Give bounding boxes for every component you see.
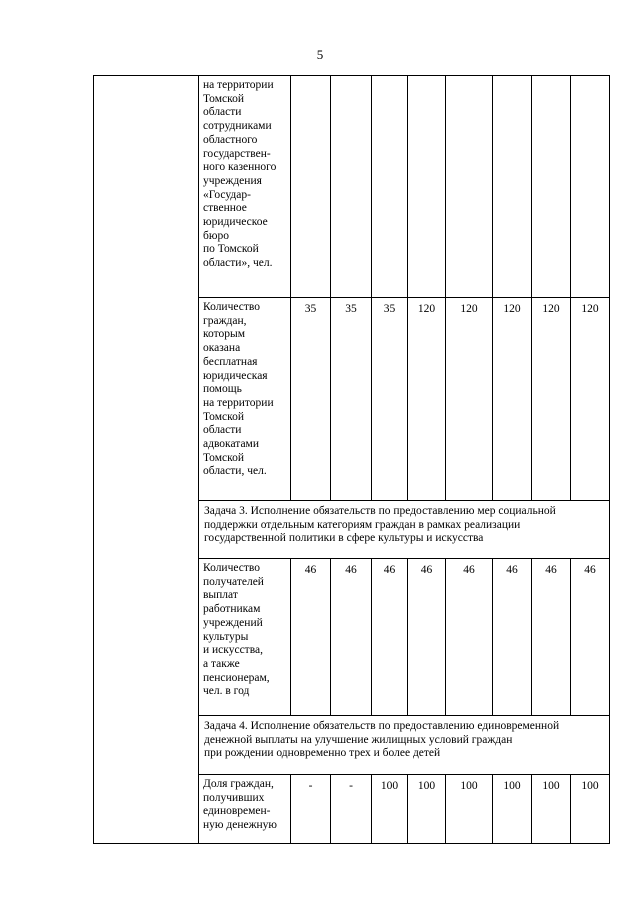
label-line: области bbox=[203, 106, 242, 119]
table-row bbox=[94, 76, 610, 298]
label-line: получивших bbox=[203, 791, 265, 804]
value-cell bbox=[331, 76, 372, 298]
value-cell: 100 bbox=[372, 775, 408, 844]
value-cell: 46 bbox=[408, 559, 446, 716]
indicators-table bbox=[93, 75, 610, 844]
label-line: Количество bbox=[203, 301, 260, 313]
task-line: Задача 3. Исполнение обязательств по предоставлению мер социальной bbox=[204, 505, 556, 517]
indicator-label bbox=[199, 298, 291, 501]
value-cell: 100 bbox=[408, 775, 446, 844]
value-cell: 46 bbox=[291, 559, 331, 716]
label-line: Томской bbox=[203, 410, 244, 423]
value-cell: 46 bbox=[372, 559, 408, 716]
value-cell: 46 bbox=[571, 559, 610, 716]
label-line: а также bbox=[203, 657, 240, 670]
value-cell: 120 bbox=[493, 298, 532, 501]
value-cell: 35 bbox=[291, 298, 331, 501]
label-line: на территории bbox=[203, 396, 274, 409]
value-cell: 120 bbox=[532, 298, 571, 501]
label-line: по Томской bbox=[203, 243, 259, 256]
value-cell: 46 bbox=[331, 559, 372, 716]
label-line: бюро bbox=[203, 229, 229, 242]
value-cell: 100 bbox=[532, 775, 571, 844]
label-line: пенсионерам, bbox=[203, 671, 270, 684]
page-number: 5 bbox=[316, 47, 324, 62]
label-line: чел. в год bbox=[203, 685, 250, 698]
value-cell bbox=[291, 76, 331, 298]
label-line: учреждений bbox=[203, 616, 263, 629]
task-line: государственной политики в сфере культуры и искусства bbox=[204, 532, 484, 545]
label-line: граждан, bbox=[203, 314, 247, 327]
label-line: получателей bbox=[203, 575, 264, 588]
value-cell: - bbox=[291, 775, 331, 844]
label-line: единовремен- bbox=[203, 805, 271, 818]
label-line: области», чел. bbox=[203, 257, 273, 270]
label-line: культуры bbox=[203, 630, 249, 643]
label-line: адвокатами bbox=[203, 438, 259, 451]
value-cell: 120 bbox=[446, 298, 493, 501]
label-line: «Государ- bbox=[203, 188, 251, 201]
label-line: оказана bbox=[203, 342, 241, 355]
task-line: при рождении одновременно трех и более детей bbox=[204, 747, 441, 760]
label-line: областного bbox=[203, 133, 258, 146]
label-line: области, чел. bbox=[203, 465, 267, 478]
label-line: Томской bbox=[203, 451, 244, 464]
value-cell bbox=[446, 76, 493, 298]
label-line: бесплатная bbox=[203, 355, 258, 368]
value-cell: 100 bbox=[571, 775, 610, 844]
label-line: области bbox=[203, 424, 242, 437]
value-cell: 46 bbox=[493, 559, 532, 716]
label-line: Количество bbox=[203, 562, 260, 574]
label-line: на территории bbox=[203, 79, 274, 91]
label-line: учреждения bbox=[203, 174, 262, 187]
label-line: сотрудниками bbox=[203, 120, 272, 133]
task-line: Задача 4. Исполнение обязательств по предоставлению единовременной bbox=[204, 720, 560, 732]
label-line: ственное bbox=[203, 202, 247, 215]
value-cell: 46 bbox=[446, 559, 493, 716]
label-line: юридическая bbox=[203, 369, 268, 382]
value-cell: 120 bbox=[571, 298, 610, 501]
value-cell bbox=[372, 76, 408, 298]
label-line: работникам bbox=[203, 603, 261, 616]
task-line: поддержки отдельным категориям граждан в рамках реализации bbox=[204, 518, 521, 531]
value-cell: 35 bbox=[372, 298, 408, 501]
value-cell bbox=[571, 76, 610, 298]
value-cell: 46 bbox=[532, 559, 571, 716]
value-cell bbox=[493, 76, 532, 298]
task-heading bbox=[199, 501, 610, 559]
value-cell: 100 bbox=[446, 775, 493, 844]
value-cell: 35 bbox=[331, 298, 372, 501]
label-line: Доля граждан, bbox=[203, 778, 274, 790]
indicator-label bbox=[199, 559, 291, 716]
label-line: ного казенного bbox=[203, 161, 277, 174]
task-line: денежной выплаты на улучшение жилищных условий граждан bbox=[204, 733, 513, 746]
label-line: Томской bbox=[203, 92, 244, 105]
label-line: юридическое bbox=[203, 216, 268, 229]
value-cell: - bbox=[331, 775, 372, 844]
empty-first-column bbox=[94, 76, 199, 844]
value-cell: 120 bbox=[408, 298, 446, 501]
label-line: и искусства, bbox=[203, 644, 263, 657]
value-cell: 100 bbox=[493, 775, 532, 844]
label-line: государствен- bbox=[203, 147, 271, 160]
value-cell bbox=[532, 76, 571, 298]
label-line: помощь bbox=[203, 383, 242, 396]
label-line: ную денежную bbox=[203, 819, 278, 832]
label-line: выплат bbox=[203, 589, 238, 602]
value-cell bbox=[408, 76, 446, 298]
indicator-label bbox=[199, 76, 291, 298]
task-heading bbox=[199, 716, 610, 775]
label-line: которым bbox=[203, 328, 245, 341]
indicator-label bbox=[199, 775, 291, 844]
